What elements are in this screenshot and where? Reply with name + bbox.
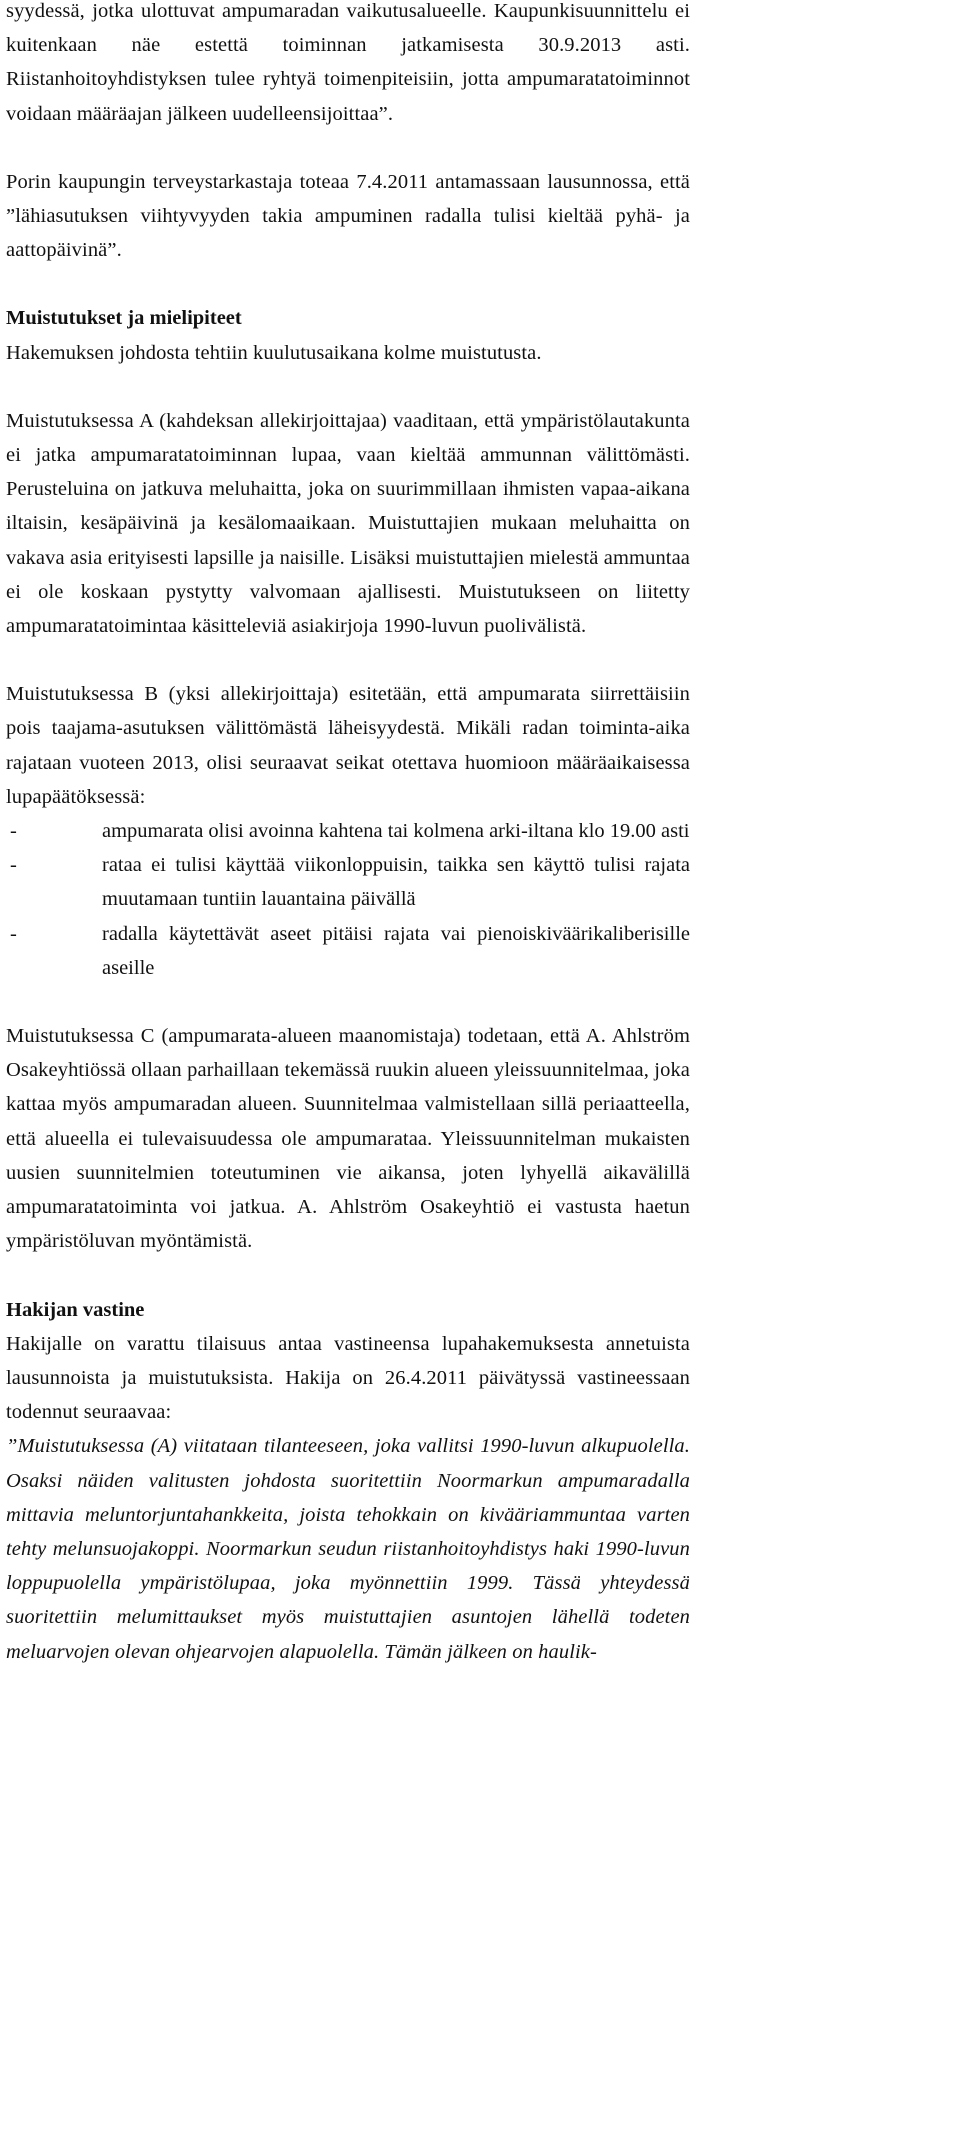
objections-section bbox=[6, 301, 690, 1258]
list-item-text: ampumarata olisi avoinna kahtena tai kolmena arki-iltana klo 19.00 asti bbox=[102, 820, 690, 843]
intro-block bbox=[6, 0, 690, 131]
list-item bbox=[6, 917, 690, 985]
list-item bbox=[6, 814, 690, 848]
list-item bbox=[6, 848, 690, 916]
health-statement-block bbox=[6, 165, 690, 268]
objections-summary: Hakemuksen johdosta tehtiin kuulutusaikana kolme muistutusta. bbox=[6, 341, 542, 364]
list-dash: - bbox=[10, 922, 17, 945]
intro-paragraph: syydessä, jotka ulottuvat ampumaradan vaikutusalueelle. Kaupunkisuunnittelu ei kuitenkaan näe estettä toiminnan jatkamisesta 30.9.2013 asti. Riistanhoitoyhdistyksen tulee ryhtyä toimenpiteisiin, jotta ampumaratatoiminnot voidaan määräajan jälkeen uudelleensijoittaa”. bbox=[6, 0, 690, 125]
health-statement-paragraph: Porin kaupungin terveystarkastaja toteaa 7.4.2011 antamassaan lausunnossa, että ”lähiasutuksen viihtyvyyden takia ampuminen radalla tulisi kieltää pyhä- ja aattopäivinä”. bbox=[6, 170, 690, 262]
response-section bbox=[6, 1293, 690, 1669]
list-dash: - bbox=[10, 820, 17, 843]
list-item-text: rataa ei tulisi käyttää viikonloppuisin, taikka sen käyttö tulisi rajata muutamaan tuntiin lauantaina päivällä bbox=[102, 854, 690, 911]
objection-c-paragraph: Muistutuksessa C (ampumarata-alueen maanomistaja) todetaan, että A. Ahlström Osakeyhtiössä ollaan parhaillaan tekemässä ruukin alueen yleissuunnitelmaa, joka kattaa myös ampumaradan alueen. Suunnitelmaa valmistellaan sillä periaatteella, että alueella ei tulevaisuudessa ole ampumarataa. Yleissuunnitelman mukaisten uusien suunnitelmien toteutuminen vie aikansa, joten lyhyellä aikavälillä ampumaratatoiminta voi jatkua. A. Ahlström Osakeyhtiö ei vastusta haetun ympäristöluvan myöntämistä. bbox=[6, 1025, 690, 1253]
response-intro: Hakijalle on varattu tilaisuus antaa vastineensa lupahakemuksesta annetuista lausunnoista ja muistutuksista. Hakija on 26.4.2011 päivätyssä vastineessaan todennut seuraavaa: bbox=[6, 1332, 690, 1424]
response-heading: Hakijan vastine bbox=[6, 1298, 145, 1321]
objection-b-paragraph: Muistutuksessa B (yksi allekirjoittaja) esitetään, että ampumarata siirrettäisiin pois taajama-asutuksen välittömästä läheisyydestä. Mikäli radan toiminta-aika rajataan vuoteen 2013, olisi seuraavat seikat otettava huomioon määräaikaisessa lupapäätöksessä: bbox=[6, 683, 690, 808]
response-quote: ”Muistutuksessa (A) viitataan tilanteeseen, joka vallitsi 1990-luvun alkupuolella. Osaksi näiden valitusten johdosta suoritettiin Noormarkun ampumaradalla mittavia meluntorjuntahankkeita, joista tehokkain on kivääriammuntaa varten tehty melunsuojakoppi. Noormarkun seudun riistanhoitoyhdistys haki 1990-luvun loppupuolella ympäristölupaa, joka myönnettiin 1999. Tässä yhteydessä suoritettiin melumittaukset myös muistuttajien asuntojen lähellä todeten meluarvojen olevan ohjearvojen alapuolella. Tämän jälkeen on haulik- bbox=[6, 1435, 690, 1663]
objection-a-paragraph: Muistutuksessa A (kahdeksan allekirjoittajaa) vaaditaan, että ympäristölautakunta ei jatka ampumaratatoiminnan lupaa, vaan kieltää ammunnan välittömästi. Perusteluina on jatkuva meluhaitta, joka on suurimmillaan ihmisten vapaa-aikana iltaisin, kesäpäivinä ja kesälomaaikaan. Muistuttajien mukaan meluhaitta on vakava asia erityisesti lapsille ja naisille. Lisäksi muistuttajien mielestä ammuntaa ei ole koskaan pystytty valvomaan ajallisesti. Muistutukseen on liitetty ampumaratatoimintaa käsitteleviä asiakirjoja 1990-luvun puolivälistä. bbox=[6, 409, 690, 638]
objections-heading: Muistutukset ja mielipiteet bbox=[6, 307, 242, 330]
list-item-text: radalla käytettävät aseet pitäisi rajata vai pienoiskiväärikaliberisille aseille bbox=[102, 922, 690, 979]
list-dash: - bbox=[10, 854, 17, 877]
objection-b-list bbox=[6, 814, 690, 985]
